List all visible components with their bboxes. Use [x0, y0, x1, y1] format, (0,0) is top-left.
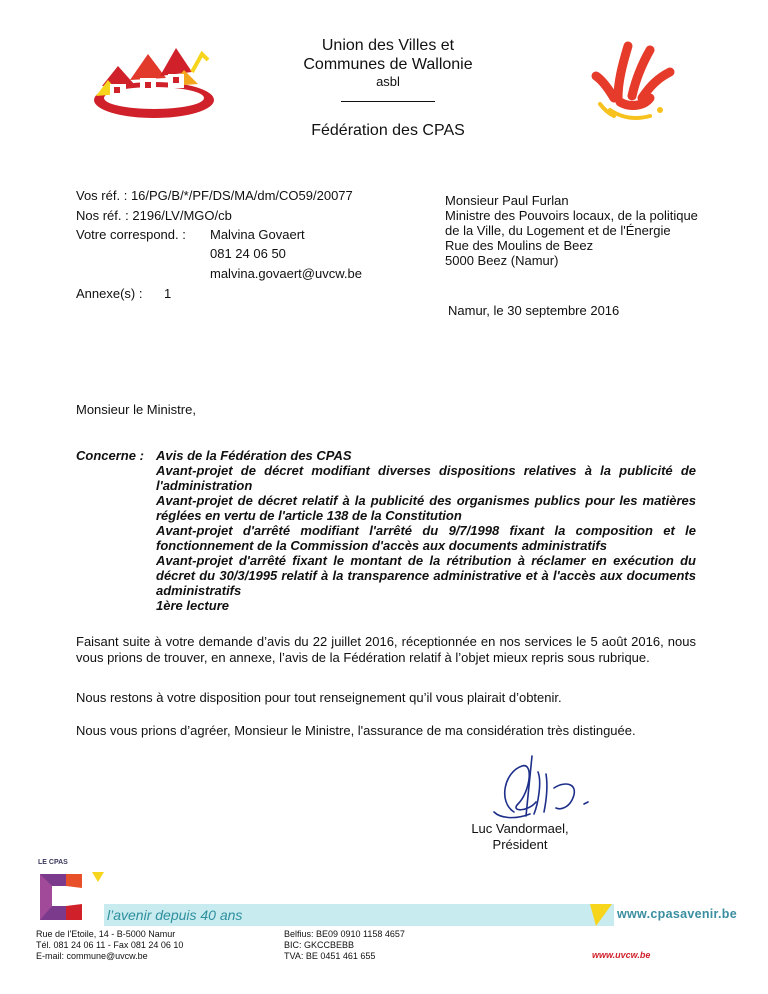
- concerne-line: Avis de la Fédération des CPAS: [156, 448, 352, 463]
- concerne-line: Avant-projet d'arrêté modifiant l'arrêté du 9/7/1998 fixant la composition et le fonctionnement de la Commission d'accès aux documents administratifs: [156, 523, 696, 553]
- body-paragraph-2: Nous restons à votre disposition pour tout renseignement qu’il vous plairait d’obtenir.: [76, 690, 562, 705]
- footer-uvcw-website: www.uvcw.be: [592, 950, 651, 960]
- body-paragraph-3: Nous vous prions d’agréer, Monsieur le Ministre, l'assurance de ma considération très distinguée.: [76, 723, 636, 738]
- signer-block: [450, 821, 590, 853]
- footer-bank-3: TVA: BE 0451 461 655: [284, 951, 376, 961]
- recipient-line2: Ministre des Pouvoirs locaux, de la politique: [445, 208, 698, 223]
- concerne-label: Concerne :: [76, 448, 144, 463]
- footer-bank-1: Belfius: BE09 0910 1158 4657: [284, 929, 405, 939]
- concerne-line: 1ère lecture: [156, 598, 229, 613]
- concerne-line: Avant-projet d'arrêté fixant le montant de la rétribution à réclamer en exécution du décret du 30/3/1995 relatif à la transparence administrative et à l'accès aux documents administratifs: [156, 553, 696, 598]
- footer-address-1: Rue de l'Etoile, 14 - B-5000 Namur: [36, 929, 176, 939]
- vos-ref-label: Vos réf. :: [76, 188, 128, 203]
- federation-name: Fédération des CPAS: [311, 122, 465, 139]
- annexe-value: 1: [164, 286, 172, 301]
- recipient-line3: de la Ville, du Logement et de l'Énergie: [445, 223, 671, 238]
- footer-address-3: E-mail: commune@uvcw.be: [36, 951, 148, 961]
- concerne-line: Avant-projet de décret modifiant diverses dispositions relatives à la publicité de l'administration: [156, 463, 696, 493]
- org-name-line2: Communes de Wallonie: [303, 56, 473, 73]
- org-legal-form: asbl: [376, 74, 400, 89]
- recipient-line1: Monsieur Paul Furlan: [445, 193, 569, 208]
- cpas-c-logo: [36, 868, 110, 924]
- recipient-line4: Rue des Moulins de Beez: [445, 238, 594, 253]
- footer-triangle: [590, 904, 612, 926]
- annexe-label: Annexe(s) :: [76, 286, 143, 301]
- correspond-phone: 081 24 06 50: [210, 246, 286, 261]
- concerne-line: Avant-projet de décret relatif à la publicité des organismes publics pour les matières réglées en vertu de l'article 138 de la Constitution: [156, 493, 696, 523]
- footer-bank-2: BIC: GKCCBEBB: [284, 940, 355, 950]
- nos-ref-value: 2196/LV/MGO/cb: [132, 208, 232, 223]
- footer-tagline: l’avenir depuis 40 ans: [107, 907, 243, 923]
- org-name-line1: Union des Villes et: [321, 37, 455, 54]
- handwritten-signature: [484, 752, 594, 824]
- footer-website: www.cpasavenir.be: [617, 907, 737, 921]
- signer-name: Luc Vandormael,: [471, 821, 569, 836]
- cpas-hand-logo: [588, 36, 682, 122]
- nos-ref-row: [76, 208, 232, 224]
- signer-title: Président: [492, 837, 548, 852]
- body-paragraph-1: Faisant suite à votre demande d’avis du 22 juillet 2016, réceptionnée en nos services le 5 août 2016, nous vous prions de trouver, en annexe, l’avis de la Fédération relatif à l’objet mieux repris sous rubrique.: [76, 634, 696, 665]
- nos-ref-label: Nos réf. :: [76, 208, 129, 223]
- vos-ref-value: 16/PG/B/*/PF/DS/MA/dm/CO59/20077: [130, 188, 353, 203]
- concerne-subject: [156, 448, 696, 613]
- vos-ref-row: [76, 188, 353, 204]
- recipient-line5: 5000 Beez (Namur): [445, 253, 559, 268]
- correspond-email: malvina.govaert@uvcw.be: [210, 266, 362, 281]
- header-divider: [341, 101, 435, 102]
- cpas-label: LE CPAS: [38, 859, 68, 866]
- correspond-name: Malvina Govaert: [210, 227, 305, 242]
- salutation: Monsieur le Ministre,: [76, 402, 196, 417]
- letter-date: Namur, le 30 septembre 2016: [448, 303, 620, 318]
- uvcw-logo: [84, 40, 214, 120]
- footer-address-2: Tél. 081 24 06 11 - Fax 081 24 06 10: [36, 940, 184, 950]
- correspond-label: Votre correspond. :: [76, 227, 186, 242]
